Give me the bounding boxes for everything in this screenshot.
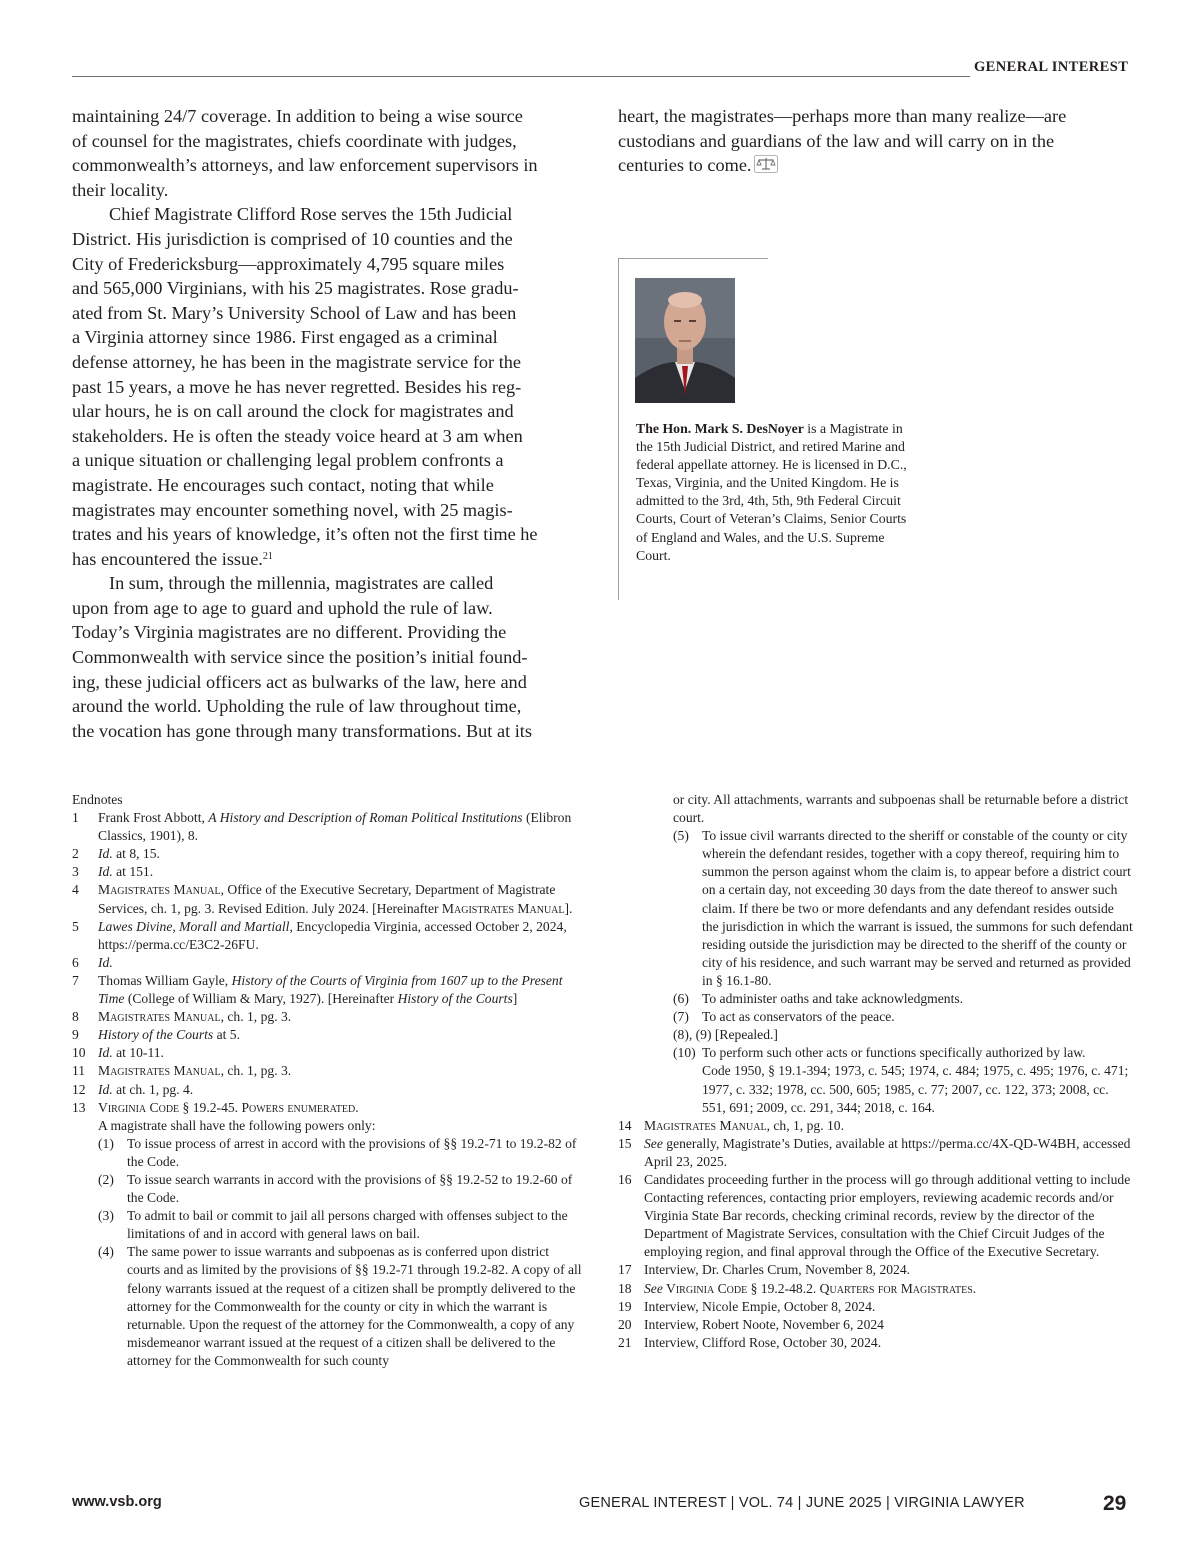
endnote-item: [618, 1316, 1133, 1334]
endnote-text: ]: [512, 991, 518, 1007]
endnote-number: 2: [72, 846, 79, 862]
footer-website-link[interactable]: www.vsb.org: [72, 1494, 162, 1510]
endnote-number: 5: [72, 918, 79, 934]
scales-of-justice-icon: [754, 155, 778, 173]
endnote-text: Candidates proceeding further in the process will go through additional vetting to include Contacting references, contacting prior employers, reviewing academic records and/or Virginia State Bar records, checking criminal records, review by the director of the Department of Magistrate Services, consultation with the Chief Circuit Judges of the employing region, and final approval through the Office of the Executive Secretary.: [644, 1171, 1131, 1260]
endnote-text: at ch. 1, pg. 4.: [112, 1081, 194, 1097]
endnote-item: [618, 1117, 1133, 1135]
endnote-item: [72, 809, 582, 845]
endnote-title: Lawes Divine, Morall and Martiall: [98, 918, 290, 934]
endnote-item: [72, 1026, 582, 1044]
body-paragraph: [618, 104, 1118, 178]
endnote-item: [72, 845, 582, 863]
code-power-text: The same power to issue warrants and subpoenas as is conferred upon district courts and as limited by the provisions of §§ 19.2-71 through 19.2-82. A copy of all felony warrants issued at the request of a citizen shall be promptly delivered to the attorney for the Commonwealth for the county or city in which the warrant is returnable. Upon the request of the attorney for the Commonwealth, a copy of any misdemeanor warrant issued at the request of a citizen shall be delivered to the attorney for the Commonwealth for such county: [127, 1244, 582, 1368]
endnote-text: at 8, 15.: [112, 846, 160, 862]
endnote-text: , ch, 1, pg. 10.: [766, 1117, 844, 1133]
body-paragraph: maintaining 24/7 coverage. In addition to being a wise source of counsel for the magistrates, chiefs coordinate with judges, commonwealth’s attorneys, and law enforcement supervisors in their locality.: [72, 106, 538, 200]
endnote-text: , ch. 1, pg. 3.: [220, 1063, 292, 1079]
endnote-item: [618, 1261, 1133, 1279]
endnotes-column-right: [618, 791, 1133, 1352]
code-power-number: (4): [98, 1244, 114, 1260]
endnote-item: [618, 1135, 1133, 1171]
endnote-title: History of the Courts: [397, 991, 513, 1007]
endnote-text: , ch. 1, pg. 3.: [220, 1009, 292, 1025]
body-paragraph-text: heart, the magistrates—perhaps more than many realize—are custodians and guardians of the law and will carry on in the centuries to come.: [618, 106, 1067, 176]
endnote-text: Frank Frost Abbott,: [98, 810, 209, 826]
portrait-photo: [635, 278, 735, 403]
body-paragraph: [72, 202, 588, 571]
code-power-number: (6): [673, 991, 689, 1007]
endnote-text: at 10-11.: [112, 1045, 164, 1061]
body-paragraph-text: Chief Magistrate Clifford Rose serves the 15th Judicial District. His jurisdiction is comprised of 10 counties and the City of Fredericksburg—approximately 4,795 square miles and 565,000 Virginians, with his 25 magistrates. Rose gradu- ated from St. Mary’s University School of Law and has been a Virginia attorney since 1986. First engaged as a criminal defense attorney, he has been in the magistrate service for the past 15 years, a move he has never regretted. Besides his reg- ular hours, he is on call around the clock for magistrates and stakeholders. He is often the steady voice heard at 3 am when a unique situation or challenging legal problem confronts a magistrate. He encourages such contact, noting that while magistrates may encounter something novel, with 25 magis- trates and his years of knowledge, it’s often not the first time he has encountered the issue.: [72, 204, 538, 569]
section-label: GENERAL INTEREST: [974, 59, 1129, 75]
code-power-item: [98, 1207, 582, 1243]
code-power-number: (7): [673, 1009, 689, 1025]
code-history: Code 1950, § 19.1-394; 1973, c. 545; 1974, c. 484; 1975, c. 495; 1976, c. 471; 1977, c. 332; 1978, cc. 500, 605; 1985, c. 77; 2007, cc. 122, 373; 2008, cc. 551, 691; 2009, cc. 291, 344; 2018, c. 164.: [702, 1063, 1129, 1115]
author-bio-body: is a Magistrate in the 15th Judicial District, and retired Marine and federal appellate attorney. He is licensed in D.C., Texas, Virginia, and the United Kingdom. He is admitted to the 3rd, 4th, 5th, 9th Federal Circuit Courts, Court of Veteran’s Claims, Senior Courts of England and Wales, and the U.S. Supreme Court.: [636, 421, 907, 563]
code-section-intro: A magistrate shall have the following powers only:: [98, 1117, 376, 1133]
code-power-item: [673, 1044, 1133, 1062]
code-power-text: To administer oaths and take acknowledgments.: [702, 991, 964, 1007]
endnote-title: Virginia Code § 19.2-48.2. Quarters for Magistrates.: [662, 1280, 977, 1296]
endnote-item: [72, 1062, 582, 1080]
endnote-text: (Elibron Classics, 1901), 8.: [98, 810, 572, 844]
code-power-number: (10): [673, 1045, 696, 1061]
page-number: 29: [1103, 1492, 1127, 1515]
endnote-number: 19: [618, 1298, 632, 1314]
endnote-item: [618, 1298, 1133, 1316]
endnote-number: 21: [618, 1334, 632, 1350]
endnote-item: [72, 1081, 582, 1099]
endnote-title: Magistrates Manual: [98, 1063, 221, 1079]
code-power-text: To perform such other acts or functions specifically authorized by law.: [702, 1045, 1086, 1061]
endnote-title: Id.: [98, 1081, 113, 1097]
endnote-title: Magistrates Manual: [441, 900, 565, 916]
endnote-title: See: [644, 1280, 663, 1296]
endnote-text: , Office of the Executive Secretary, Department of Magistrate Services, ch. 1, pg. 3. Revised Edition. July 2024. [Hereinafter: [98, 882, 556, 916]
endnote-item: [72, 1099, 582, 1370]
endnote-title: Id.: [98, 864, 113, 880]
code-power-item: [673, 827, 1133, 990]
code-power-item: [98, 1243, 582, 1370]
endnote-title: History of the Courts: [98, 1027, 214, 1043]
author-bio-text: [636, 420, 911, 565]
endnote-title: A History and Description of Roman Political Institutions: [208, 810, 523, 826]
endnote-text: Thomas William Gayle,: [98, 972, 232, 988]
endnote-item: [618, 1171, 1133, 1261]
code-power-item: [673, 1026, 1133, 1044]
endnote-title: Magistrates Manual: [98, 1009, 221, 1025]
endnote-text: generally, Magistrate’s Duties, available at https://perma.cc/4X-QD-W4BH, accessed April 23, 2025.: [644, 1135, 1131, 1169]
endnote-title: Id.: [98, 1045, 113, 1061]
endnote-number: 7: [72, 972, 79, 988]
endnote-item: [72, 881, 582, 917]
endnote-number: 17: [618, 1262, 632, 1278]
endnote-item: [72, 1008, 582, 1026]
endnote-item: [72, 954, 582, 972]
endnotes-column-left: [72, 791, 582, 1370]
code-power-text: To act as conservators of the peace.: [702, 1009, 895, 1025]
code-power-list: [618, 827, 1133, 1117]
code-power-item: [673, 990, 1133, 1008]
footer-credit-line: GENERAL INTEREST | VOL. 74 | JUNE 2025 | VIRGINIA LAWYER: [579, 1495, 1025, 1511]
author-bio-box: [618, 258, 918, 600]
endnote-number: 4: [72, 882, 79, 898]
code-power-text: [Repealed.]: [714, 1027, 778, 1043]
code-power-text: To issue process of arrest in accord with the provisions of §§ 19.2-71 to 19.2-82 of the Code.: [127, 1135, 577, 1169]
endnote-number: 6: [72, 954, 79, 970]
body-column-left: [72, 104, 588, 743]
endnote-ref[interactable]: 21: [262, 550, 273, 562]
endnote-title: Id.: [98, 846, 113, 862]
endnote-text: , Encyclopedia Virginia, accessed October 2, 2024, https://perma.cc/E3C2-26FU.: [98, 918, 567, 952]
endnotes-heading: Endnotes: [72, 792, 123, 807]
code-power-item: [673, 1008, 1133, 1026]
endnote-item: [72, 918, 582, 954]
header-rule: [72, 76, 970, 77]
bio-box-border-left: [618, 258, 619, 600]
endnote-number: 14: [618, 1117, 632, 1133]
endnote-number: 11: [72, 1063, 86, 1079]
code-power-item: [98, 1135, 582, 1171]
endnote-number: 12: [72, 1081, 86, 1097]
endnote-number: 13: [72, 1099, 86, 1115]
code-power-text: To admit to bail or commit to jail all persons charged with offenses subject to the limitations of and in accord with general laws on bail.: [127, 1208, 568, 1242]
endnote-item: [72, 863, 582, 881]
endnote-text: (College of William & Mary, 1927). [Hereinafter: [124, 991, 398, 1007]
endnote-text: ].: [564, 900, 573, 916]
endnote-number: 1: [72, 810, 79, 826]
endnote-text: at 151.: [112, 864, 154, 880]
endnote-number: 8: [72, 1009, 79, 1025]
code-power-text: To issue search warrants in accord with the provisions of §§ 19.2-52 to 19.2-60 of the Code.: [127, 1171, 573, 1206]
code-power-number: (5): [673, 828, 689, 844]
endnote-number: 9: [72, 1027, 79, 1043]
author-name: The Hon. Mark S. DesNoyer: [636, 421, 804, 436]
endnote-title: See: [644, 1135, 663, 1151]
body-paragraph: In sum, through the millennia, magistrates are called upon from age to age to guard and uphold the rule of law. Today’s Virginia magistrates are no different. Providing the Commonwealth with service since the position’s initial found- ing, these judicial officers act as bulwarks of the law, here and around the world. Upholding the rule of law throughout time, the vocation has gone through many transformations. But at its: [72, 573, 532, 741]
endnote-title: Magistrates Manual: [98, 882, 221, 898]
endnote-item: [72, 1044, 582, 1062]
endnote-number: 3: [72, 864, 79, 880]
endnote-text: at 5.: [213, 1027, 240, 1043]
endnote-number: 20: [618, 1316, 632, 1332]
endnote-item: [72, 972, 582, 1008]
endnote-number: 16: [618, 1171, 632, 1187]
endnote-text: Interview, Clifford Rose, October 30, 2024.: [644, 1334, 882, 1350]
code-power-number: (1): [98, 1135, 114, 1151]
endnote-number: 18: [618, 1280, 632, 1296]
code-power-item: [98, 1171, 582, 1207]
endnote-title: History of the Courts of Virginia from 1607 up to the Present Time: [98, 972, 563, 1007]
code-power-number: (8), (9): [673, 1027, 712, 1043]
endnote-number: 10: [72, 1045, 86, 1061]
code-power-continued: or city. All attachments, warrants and subpoenas shall be returnable before a district court.: [673, 792, 1129, 826]
endnote-text: Interview, Nicole Empie, October 8, 2024.: [644, 1298, 876, 1314]
endnote-text: Interview, Dr. Charles Crum, November 8, 2024.: [644, 1262, 911, 1278]
code-section-title: Virginia Code § 19.2-45. Powers enumerated.: [98, 1099, 359, 1115]
code-power-text: To issue civil warrants directed to the sheriff or constable of the county or city wherein the defendant resides, together with a copy thereof, requiring him to summon the person against whom the claim is, to appear before a district court on a certain day, not exceeding 30 days from the date thereof to answer such claim. If there be two or more defendants and any defendant resides outside the jurisdiction in which the warrant is issued, the summons for such defendant residing outside the jurisdiction may be directed to the sheriff of the county or city of his residence, and such warrant may be served and returned as provided in § 16.1-80.: [702, 828, 1133, 988]
code-power-number: (2): [98, 1171, 114, 1187]
endnote-text: Interview, Robert Noote, November 6, 2024: [644, 1316, 884, 1332]
endnote-item: [618, 1334, 1133, 1352]
endnote-item: [618, 1280, 1133, 1298]
endnote-title: Id.: [98, 954, 113, 970]
bio-box-border-top: [618, 258, 768, 259]
body-column-right: [618, 104, 1118, 178]
endnote-number: 15: [618, 1135, 632, 1151]
code-power-number: (3): [98, 1208, 114, 1224]
endnote-title: Magistrates Manual: [644, 1117, 767, 1133]
